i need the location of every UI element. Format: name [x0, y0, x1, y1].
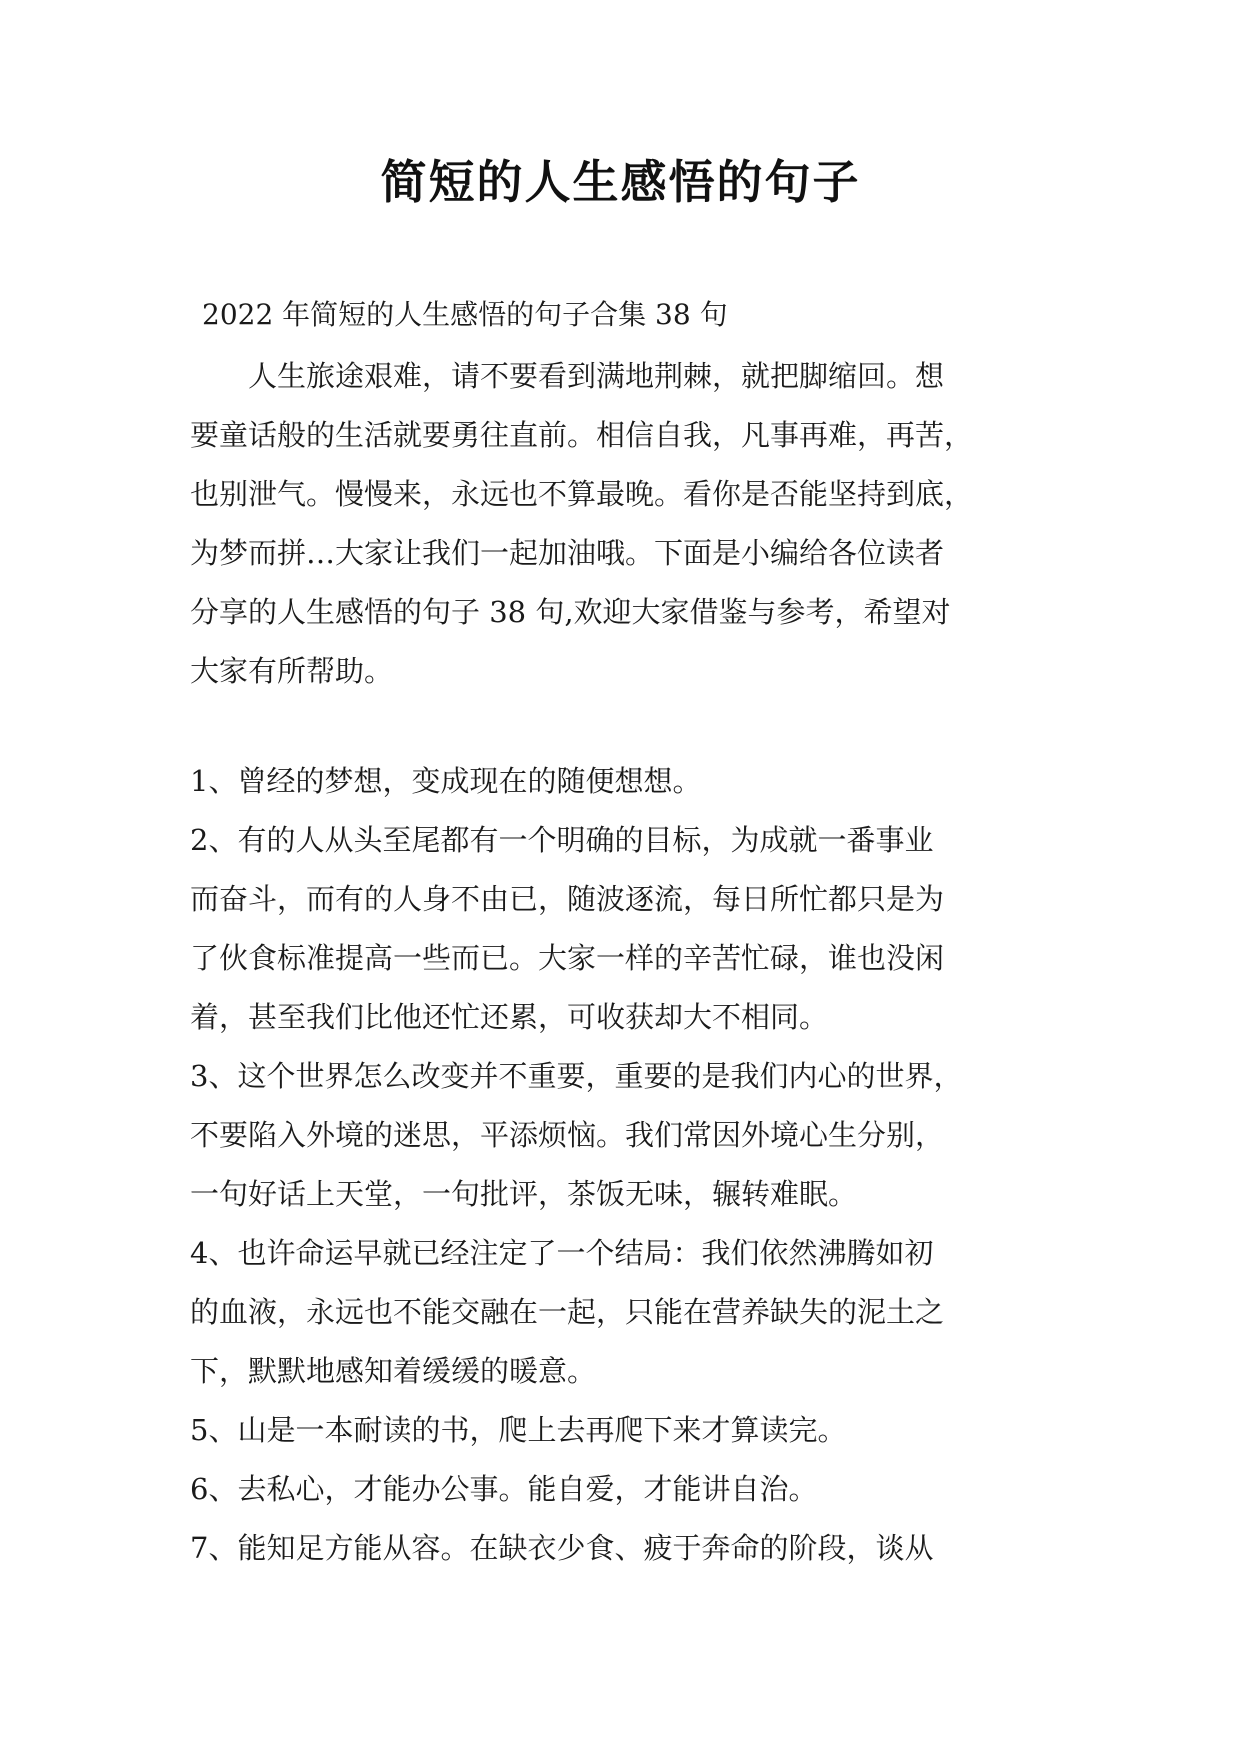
intro-line: 人生旅途艰难，请不要看到满地荆棘，就把脚缩回。想 [190, 359, 945, 393]
quote-line: 2、有的人从头至尾都有一个明确的目标，为成就一番事业 [190, 823, 934, 857]
quote-line: 5、山是一本耐读的书，爬上去再爬下来才算读完。 [190, 1413, 847, 1447]
quote-line: 着，甚至我们比他还忙还累，可收获却大不相同。 [190, 1000, 829, 1034]
intro-line: 分享的人生感悟的句子 38 句,欢迎大家借鉴与参考，希望对 [190, 595, 951, 629]
quote-line: 7、能知足方能从容。在缺衣少食、疲于奔命的阶段，谈从 [190, 1531, 934, 1565]
intro-line: 也别泄气。慢慢来，永远也不算最晚。看你是否能坚持到底， [190, 477, 974, 511]
quote-line: 而奋斗，而有的人身不由已，随波逐流，每日所忙都只是为 [190, 882, 945, 916]
intro-line: 为梦而拼…大家让我们一起加油哦。下面是小编给各位读者 [190, 536, 945, 570]
quote-line: 不要陷入外境的迷思，平添烦恼。我们常因外境心生分别， [190, 1118, 945, 1152]
quote-line: 1、曾经的梦想，变成现在的随便想想。 [190, 764, 702, 798]
intro-line: 要童话般的生活就要勇往直前。相信自我，凡事再难，再苦， [190, 418, 974, 452]
quote-line: 3、这个世界怎么改变并不重要，重要的是我们内心的世界， [190, 1059, 963, 1093]
quote-line: 的血液，永远也不能交融在一起，只能在营养缺失的泥土之 [190, 1295, 945, 1329]
quote-line: 4、也许命运早就已经注定了一个结局：我们依然沸腾如初 [190, 1236, 934, 1270]
quote-line: 6、去私心，才能办公事。能自爱，才能讲自治。 [190, 1472, 818, 1506]
intro-line: 大家有所帮助。 [190, 654, 394, 688]
quote-line: 一句好话上天堂，一句批评，茶饭无味，辗转难眠。 [190, 1177, 858, 1211]
intro-paragraph [190, 347, 1070, 701]
document-title: 简短的人生感悟的句子 [380, 155, 861, 209]
quote-line: 了伙食标准提高一些而已。大家一样的辛苦忙碌，谁也没闲 [190, 941, 945, 975]
document-subtitle: 2022 年简短的人生感悟的句子合集 38 句 [202, 298, 728, 331]
quote-line: 下，默默地感知着缓缓的暖意。 [190, 1354, 597, 1388]
quote-list [190, 752, 1070, 1578]
